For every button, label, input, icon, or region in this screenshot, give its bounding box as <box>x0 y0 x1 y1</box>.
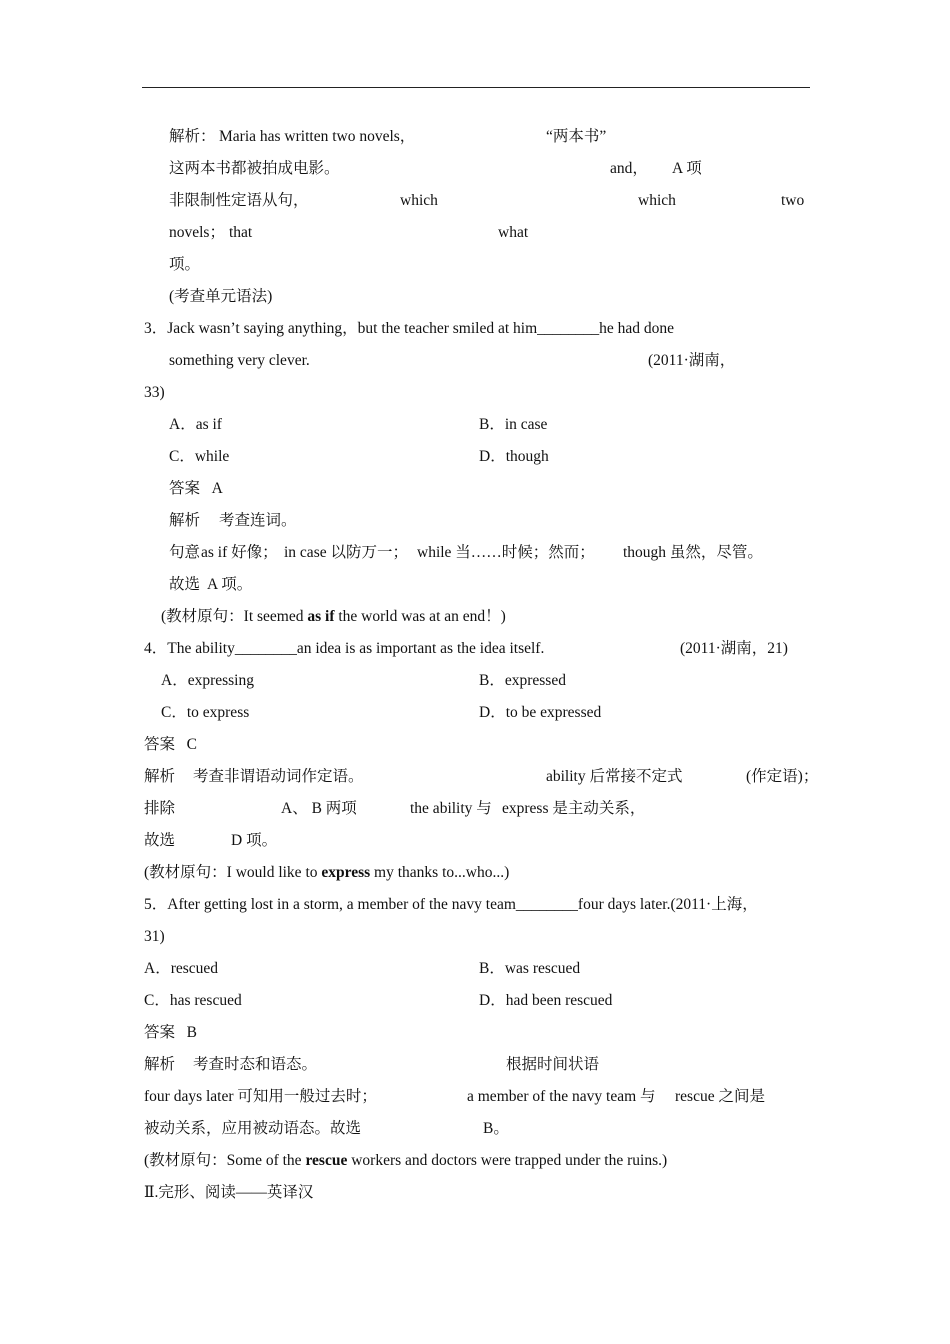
question-source: 33) <box>144 384 165 401</box>
analysis-text: D 项。 <box>231 832 278 849</box>
analysis-text: A、 B 两项 <box>281 800 357 817</box>
option-c: C．while <box>169 448 230 465</box>
analysis-label: 解析 <box>169 512 201 529</box>
analysis-text: what <box>498 224 529 241</box>
question-stem: 3．Jack wasn’t saying anything，but the teacher smiled at him________he had done <box>144 320 675 337</box>
analysis-text: Maria has written two novels， <box>219 128 416 145</box>
analysis-text: 考查时态和语态。 <box>193 1056 318 1073</box>
analysis-text: B。 <box>483 1120 509 1137</box>
analysis-text: 考查非谓语动词作定语。 <box>193 768 364 785</box>
analysis-text: and， <box>610 160 648 177</box>
option-d: D．though <box>479 448 549 465</box>
analysis-text: though 虽然，尽管。 <box>623 544 763 561</box>
option-d: D．had been rescued <box>479 992 613 1009</box>
analysis-text: 排除 <box>144 800 176 817</box>
analysis-text: 故选 <box>144 832 176 849</box>
option-c: C．has rescued <box>144 992 242 1009</box>
option-b: B．was rescued <box>479 960 581 977</box>
analysis-text: “两本书” <box>546 128 607 145</box>
analysis-text: 项。 <box>169 256 201 273</box>
option-a: A．as if <box>169 416 222 433</box>
analysis-text: 根据时间状语 <box>506 1056 600 1073</box>
question-source: (2011·湖南， <box>648 352 736 369</box>
section-heading: Ⅱ.完形、阅读——英译汉 <box>144 1184 314 1201</box>
analysis-text: rescue 之间是 <box>675 1088 765 1105</box>
question-source: 31) <box>144 928 165 945</box>
option-b: B．expressed <box>479 672 566 689</box>
analysis-text: (作定语)； <box>746 768 819 785</box>
analysis-text: A 项。 <box>207 576 253 593</box>
analysis-label: 解析 <box>144 1056 176 1073</box>
analysis-text: novels； <box>169 224 225 241</box>
textbook-original: (教材原句：It seemed as if the world was at an end！) <box>161 608 506 625</box>
analysis-text: express 是主动关系， <box>502 800 646 817</box>
answer-line: 答案 A <box>169 480 223 497</box>
analysis-text: 被动关系，应用被动语态。故选 <box>144 1120 362 1137</box>
analysis-text: 故选 <box>169 576 201 593</box>
answer-line: 答案 B <box>144 1024 197 1041</box>
header-rule <box>142 87 810 88</box>
analysis-text: 句意 <box>169 544 201 561</box>
analysis-text: as if 好像； <box>201 544 278 561</box>
textbook-original: (教材原句：Some of the rescue workers and doctors were trapped under the ruins.) <box>144 1152 668 1169</box>
answer-line: 答案 C <box>144 736 197 753</box>
analysis-text: the ability 与 <box>410 800 492 817</box>
analysis-text: which <box>400 192 438 209</box>
analysis-text: 非限制性定语从句， <box>169 192 309 209</box>
option-a: A．expressing <box>161 672 254 689</box>
option-b: B．in case <box>479 416 548 433</box>
option-c: C．to express <box>161 704 250 721</box>
analysis-text: which <box>638 192 676 209</box>
analysis-text: that <box>229 224 253 241</box>
question-stem: 4．The ability________an idea is as important as the idea itself. <box>144 640 545 657</box>
option-d: D．to be expressed <box>479 704 602 721</box>
analysis-text: in case 以防万一； <box>284 544 408 561</box>
analysis-label: 解析 <box>144 768 176 785</box>
analysis-text: 考查连词。 <box>219 512 297 529</box>
analysis-note: (考查单元语法) <box>169 288 273 305</box>
question-stem: something very clever. <box>169 352 310 369</box>
question-stem: 5．After getting lost in a storm, a member of the navy team________four days later.(2011·上海， <box>144 896 758 913</box>
analysis-text: a member of the navy team 与 <box>467 1088 656 1105</box>
analysis-text: A 项 <box>672 160 702 177</box>
question-source: (2011·湖南，21) <box>680 640 788 657</box>
analysis-text: two <box>781 192 805 209</box>
analysis-text: while 当……时候；然而； <box>417 544 595 561</box>
analysis-text: 这两本书都被拍成电影。 <box>169 160 340 177</box>
analysis-text: four days later 可知用一般过去时； <box>144 1088 377 1105</box>
analysis-text: ability 后常接不定式 <box>546 768 683 785</box>
option-a: A．rescued <box>144 960 219 977</box>
analysis-text: 解析： <box>169 128 216 145</box>
textbook-original: (教材原句：I would like to express my thanks to...who...) <box>144 864 510 881</box>
